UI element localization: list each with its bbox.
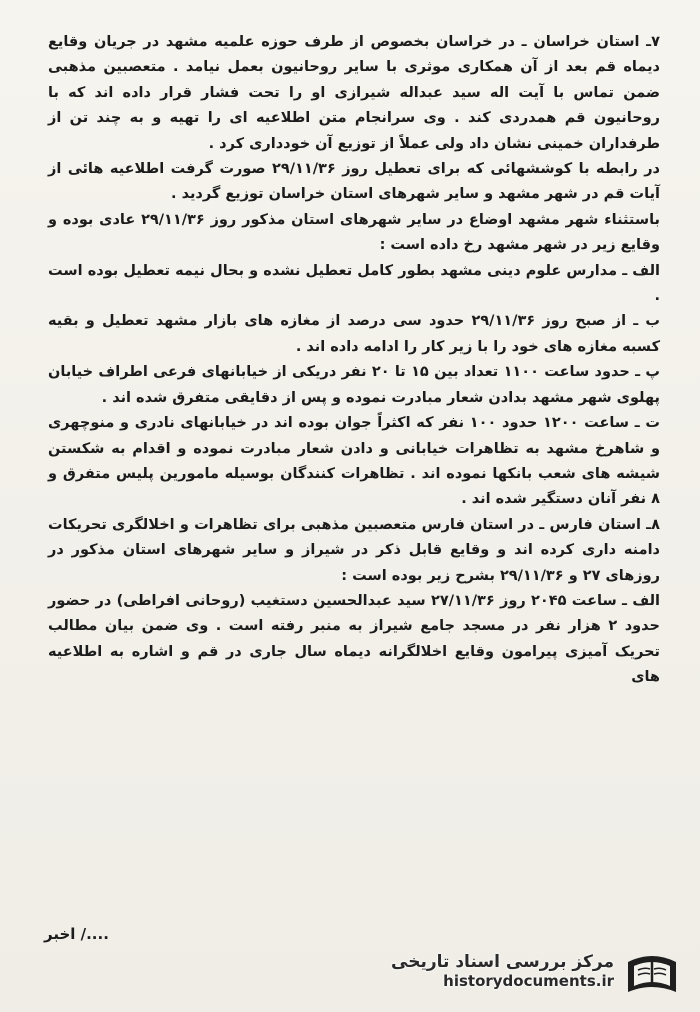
item-pe: پ ـ حدود ساعت ۱۱۰۰ تعداد بین ۱۵ تا ۲۰ نفر دریکی از خیابانهای فرعی اطراف خیابان پهلوی شهر مشهد بدادن شعار مبادرت نموده و پس از دقایقی متفرق شده اند . — [48, 364, 660, 406]
book-emblem-icon — [622, 952, 682, 1000]
watermark — [382, 952, 682, 1002]
paragraph-khorasan: ۷ـ استان خراسان ـ در خراسان بخصوص از طرف حوزه علمیه مشهد در جریان وقایع دیماه قم بعد از آن همکاری موثری با سایر روحانیون بعمل نیامد . متعصبین مذهبی ضمن تماس با آیت اله سید عبداله شیرازی او را تحت فشار قرار داده اند که با روحانیون قم همدردی کند . وی سرانجام متن اطلاعیه ای را تهیه و به چند تن از طرفداران خمینی نشان داد ولی عملاً از توزیع آن خودداری کرد . — [48, 34, 660, 152]
item-te: ت ـ ساعت ۱۲۰۰ حدود ۱۰۰ نفر که اکثراً جوان بوده اند در خیابانهای نادری و منوچهری و شاهرخ مشهد به تظاهرات خیابانی و دادن شعار مبادرت نموده و اقدام به شکستن شیشه های شعب بانکها نموده اند . تظاهرات کنندگان بوسیله مامورین پلیس متفرق و ۸ نفر آنان دستگیر شده اند . — [48, 415, 660, 508]
watermark-text — [391, 952, 614, 990]
document-body — [48, 30, 660, 691]
paragraph-mashhad-events: باستثناء شهر مشهد اوضاع در سایر شهرهای استان مذکور روز ۲۹/۱۱/۳۶ عادی بوده و وقایع زیر در شهر مشهد رخ داده است : — [48, 211, 660, 254]
paragraph-announcements: در رابطه با کوششهائی که برای تعطیل روز ۲۹/۱۱/۳۶ صورت گرفت اطلاعیه هائی از آیات قم در شهر مشهد و سایر شهرهای استان خراسان توزیع گردید . — [48, 161, 660, 203]
item-fars-alef: الف ـ ساعت ۲۰۴۵ روز ۲۷/۱۱/۳۶ سید عبدالحسین دستغیب (روحانی افراطی) در حضور حدود ۲ هزار نفر در مسجد جامع شیراز به منبر رفته است . وی ضمن بیان مطالب تحریک آمیزی پیرامون وقایع اخلالگرانه دیماه سال جاری در قم و اشاره به اطلاعیه های — [48, 592, 661, 686]
watermark-url: historydocuments.ir — [443, 972, 614, 990]
paragraph-fars: ۸ـ استان فارس ـ در استان فارس متعصبین مذهبی برای تظاهرات و اخلالگری تحریکات دامنه داری کرده اند و وقایع قابل ذکر در شیراز و سایر شهرهای استان مذکور در روزهای ۲۷ و ۲۹/۱۱/۳۶ بشرح زیر بوده است : — [48, 516, 660, 584]
page-continuation-mark: اخبر /.... — [44, 925, 109, 943]
watermark-title: مرکز بررسی اسناد تاریخی — [391, 952, 614, 972]
item-alef: الف ـ مدارس علوم دینی مشهد بطور کامل تعطیل نشده و بحال نیمه تعطیل بوده است . — [48, 262, 660, 305]
item-be: ب ـ از صبح روز ۲۹/۱۱/۳۶ حدود سی درصد از مغازه های بازار مشهد تعطیل و بقیه کسبه مغازه های خود را با زیر کار را ادامه داده اند . — [48, 313, 660, 355]
